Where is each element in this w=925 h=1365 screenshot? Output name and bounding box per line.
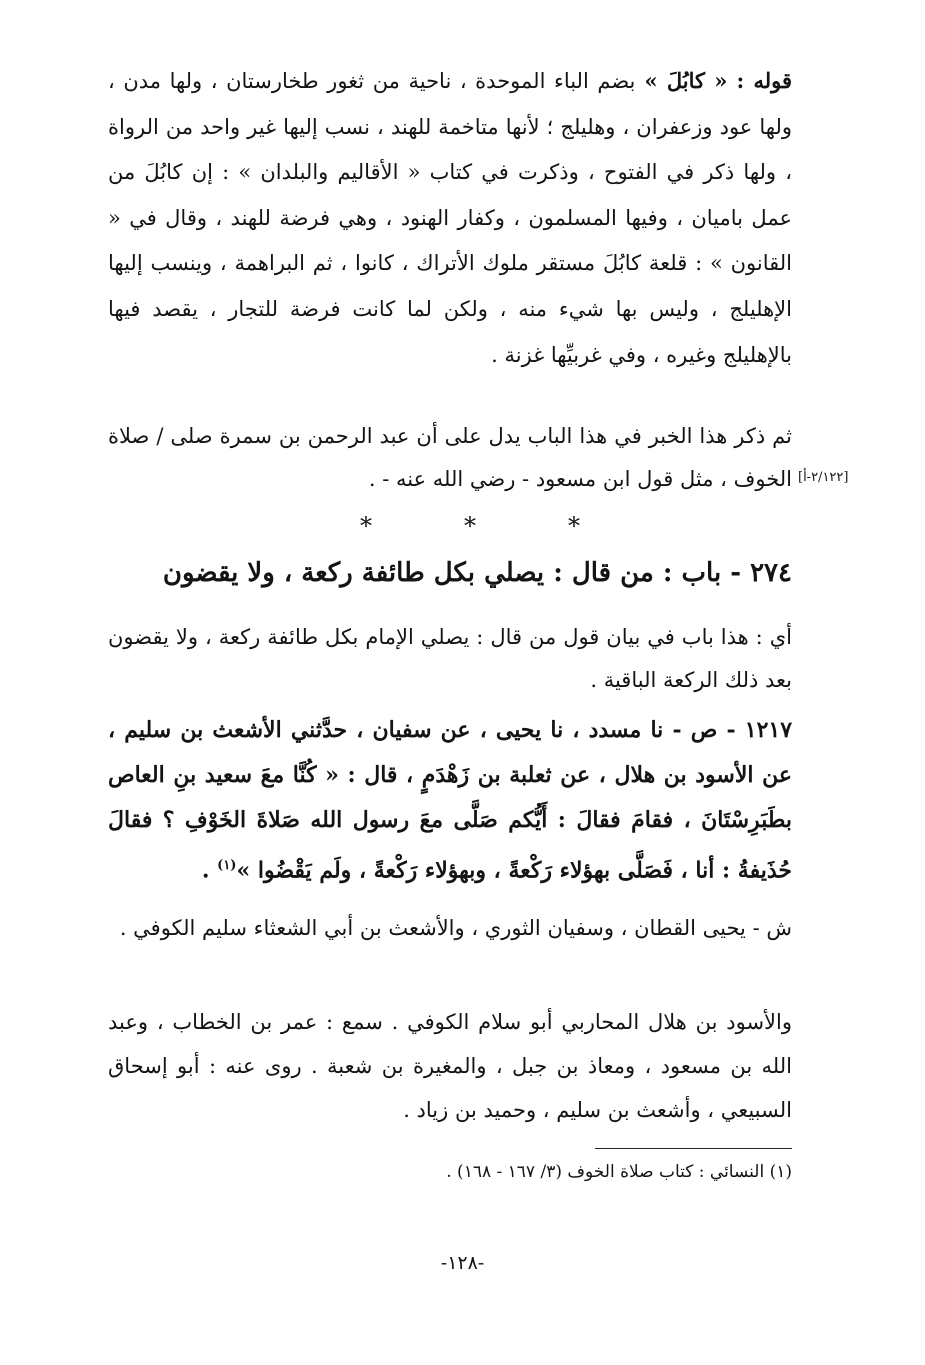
hadith-text: [108, 708, 792, 893]
footnote-marker: (١): [217, 858, 237, 873]
separator-star: *: [568, 512, 580, 540]
footnote: (١) النسائي : كتاب صلاة الخوف (٣/ ١٦٧ - ١٦٨) .: [446, 1162, 792, 1182]
separator-star: *: [360, 512, 372, 540]
chapter-heading: ٢٧٤ - باب : من قال : يصلي بكل طائفة ركعة ، ولا يقضون: [162, 558, 792, 588]
paragraph-narrator: والأسود بن هلال المحاربي أبو سلام الكوفي . سمع : عمر بن الخطاب ، وعبد الله بن مسعود ، ومعاذ بن جبل ، والمغيرة بن شعبة . روى عنه : أبو إسحاق السبيعي ، وأشعث بن سليم ، وحميد بن زياد .: [108, 1010, 792, 1122]
page-number: -١٢٨-: [440, 1252, 485, 1274]
paragraph-explanation: أي : هذا باب في بيان قول من قال : يصلي الإمام بكل طائفة ركعة ، ولا يقضون بعد ذلك الركعة الباقية .: [108, 625, 792, 692]
separator-star: *: [464, 512, 476, 540]
paragraph-sharh: ش - يحيى القطان ، وسفيان الثوري ، والأشعث بن أبي الشعثاء سليم الكوفي .: [119, 916, 792, 940]
footnote-divider: [595, 1148, 792, 1149]
paragraph-lead: قوله : « كابُلَ »: [635, 68, 792, 93]
paragraph-text: بضم الباء الموحدة ، ناحية من ثغور طخارستان ، ولها مدن ، ولها عود وزعفران ، وهليلج ؛ لأنها متاخمة للهند ، نسب إليها غير واحد من الرواة ، ولها ذكر في الفتوح ، وذكرت في كتاب « الأقاليم والبلدان » : إن كابُلَ من عمل باميان ، وفيها المسلمون ، وكفار الهنود ، وهي فرضة للهند ، وقال في « القانون » : قلعة كابُلَ مستقر ملوك الأتراك ، كانوا ، ثم البراهمة ، وينسب إليها الإهليلج ، وليس بها شيء منه ، ولكن لما كانت فرضة للتجار ، يقصد فيها بالإهليلج وغيره ، وفي غربيِّها غزنة .: [108, 69, 792, 367]
paragraph-khabar: ثم ذكر هذا الخبر في هذا الباب يدل على أن عبد الرحمن بن سمرة صلى / صلاة الخوف ، مثل قول ابن مسعود - رضي الله عنه - .: [108, 424, 792, 491]
margin-reference: [٢/١٢٢-أ]: [798, 470, 849, 485]
section-separator: [360, 512, 580, 540]
hadith-body: ١٢١٧ - ص - نا مسدد ، نا يحيى ، عن سفيان ، حدَّثني الأشعث بن سليم ، عن الأسود بن هلال ، عن ثعلبة بن زَهْدَمٍ ، قال : « كُنَّا معَ سعيد بنِ العاص بطَبَرِسْتَانَ ، فقامَ فقالَ : أَيُّكم صَلَّى معَ رسول الله صَلاةَ الخَوْفِ ؟ فقالَ حُذَيفةُ : أنا ، فَصَلَّى بهؤلاء رَكْعةً ، وبهؤلاء رَكْعةً ، ولَم يَقْضُوا »: [108, 717, 793, 884]
paragraph-kabul: [108, 58, 792, 378]
hadith-tail: .: [201, 857, 218, 884]
